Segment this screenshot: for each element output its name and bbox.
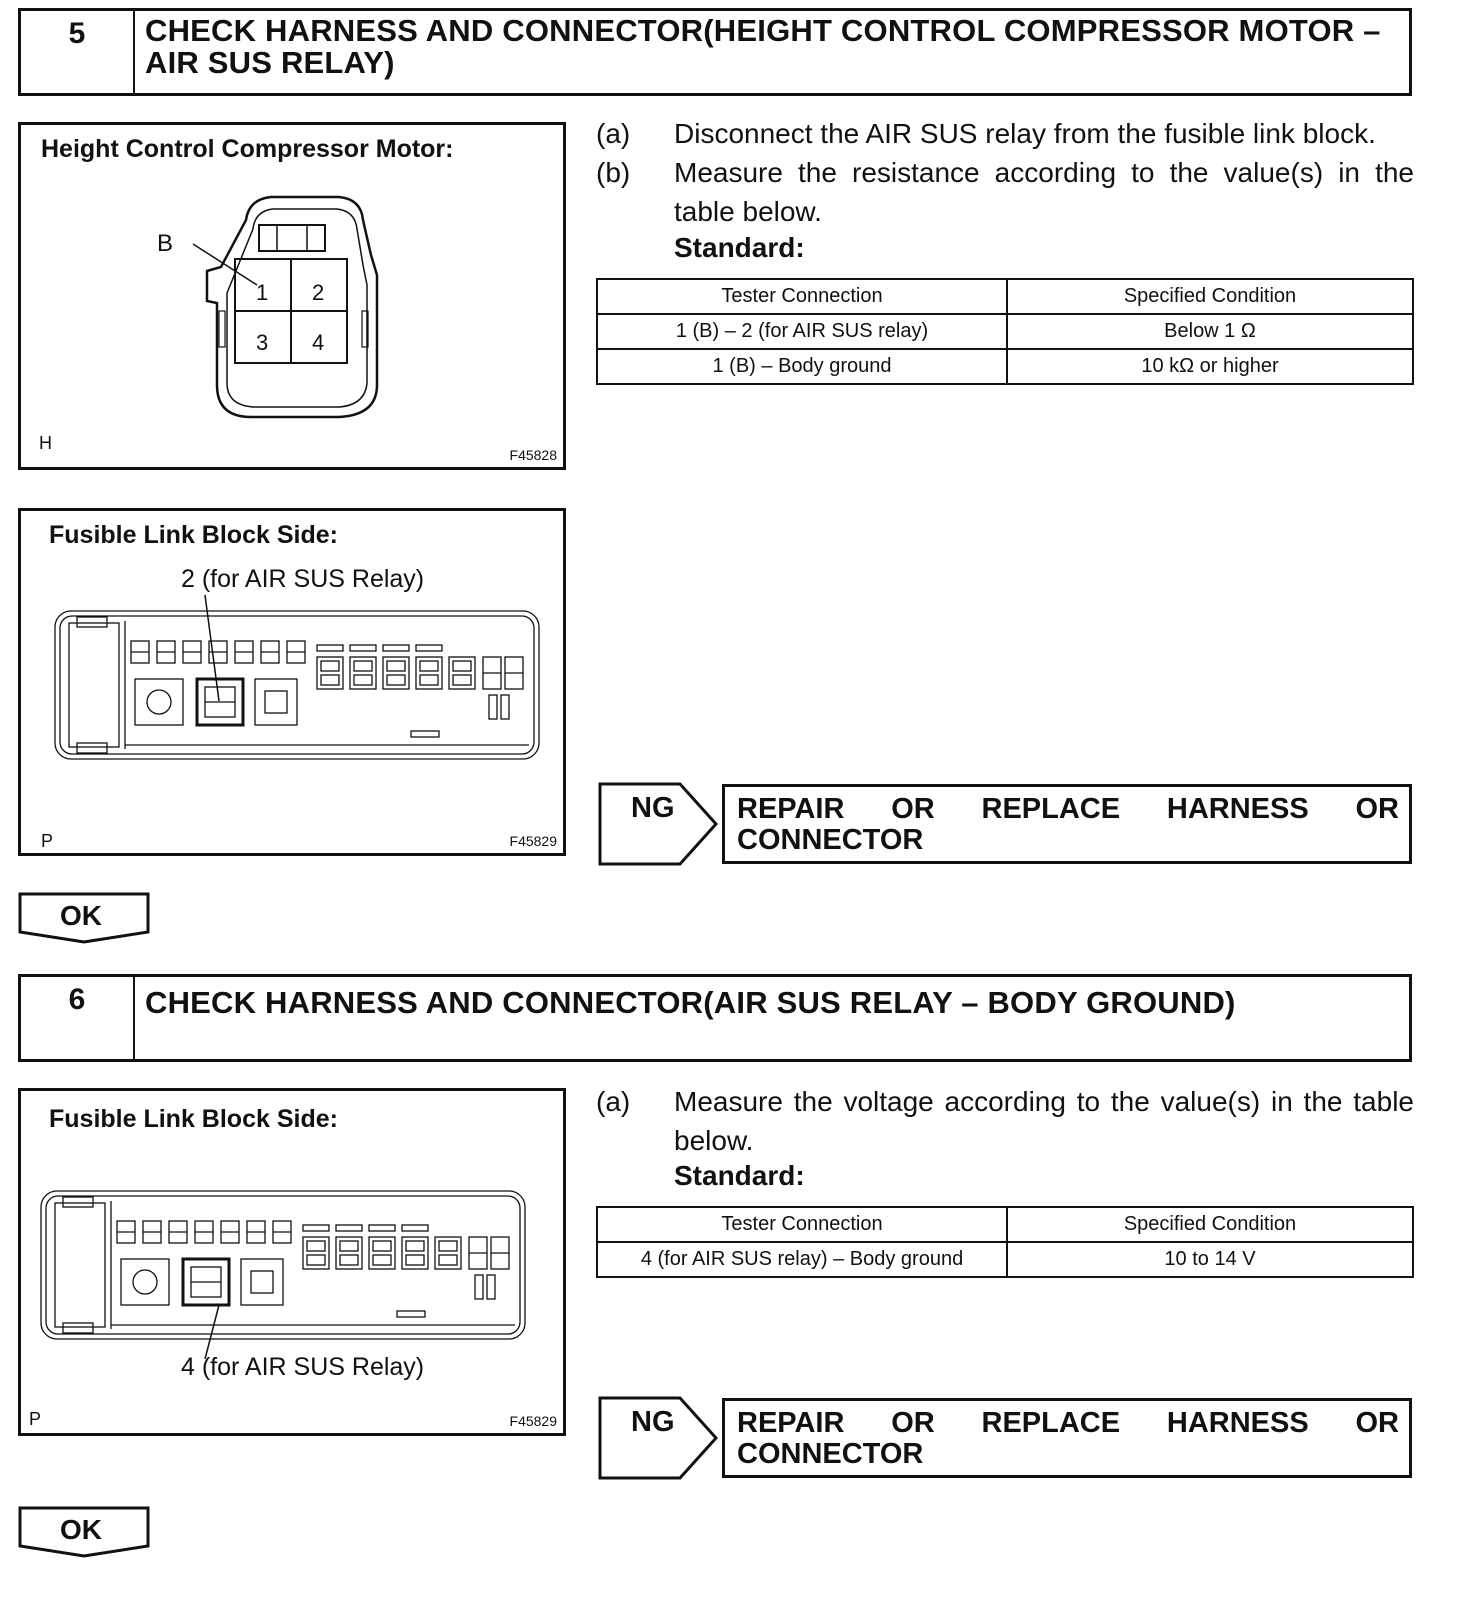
fuse-tab [317,645,343,651]
ng-label: NG [631,1406,675,1438]
spec-table [596,278,1414,385]
pin-4: 4 [312,330,325,355]
maxi-fuse-window [373,1255,391,1265]
terminal-callout: 2 (for AIR SUS Relay) [181,565,425,593]
instruction-a [596,1082,1414,1162]
ng-word: HARNESS [1166,793,1309,825]
table-header: Specified Condition [1007,279,1413,314]
ng-word: OR [1355,1407,1399,1439]
small-fuse [489,695,497,719]
step-title: CHECK HARNESS AND CONNECTOR(HEIGHT CONTROL COMPRESSOR MOTOR – AIR SUS RELAY) [145,13,1381,80]
ng-word: REPLACE [981,793,1121,825]
relay-socket [241,1259,283,1305]
block-connector-latch [63,1323,93,1333]
maxi-fuse-window [354,675,372,685]
table-header: Tester Connection [597,1207,1007,1242]
ng-result-text [737,1408,1399,1470]
block-connector-latch [77,617,107,627]
table-cell: 10 to 14 V [1007,1242,1413,1277]
fusible-link-figure [18,508,566,856]
callout-leader [193,244,257,285]
maxi-fuse-window [439,1241,457,1251]
instruction-marker: (a) [596,1086,631,1117]
step-title: CHECK HARNESS AND CONNECTOR(AIR SUS RELAY – BODY GROUND) [145,985,1236,1020]
figure-code: F45829 [509,833,557,849]
step6-header [18,974,1412,1062]
maxi-fuse-window [340,1241,358,1251]
table-header: Specified Condition [1007,1207,1413,1242]
ng-word: REPAIR [737,1407,845,1439]
ng-result-line2: CONNECTOR [737,824,924,856]
connector-diagram [21,125,563,467]
pin-2: 2 [312,280,325,305]
maxi-fuse-window [321,661,339,671]
table-cell: 10 kΩ or higher [1007,349,1413,384]
block-body [55,611,539,759]
ng-result-line1 [737,1408,1399,1439]
maxi-fuse-window [387,675,405,685]
relay-socket [255,679,297,725]
ok-label: OK [60,1514,102,1545]
maxi-fuse-window [307,1241,325,1251]
instruction-marker: (b) [596,157,631,188]
figure-title: Height Control Compressor Motor: [41,135,454,163]
figure-code: F45828 [509,447,557,463]
fuse-tab [383,645,409,651]
table-header-row [597,1207,1413,1242]
maxi-fuse-window [420,661,438,671]
relay-socket-pin [251,1271,273,1293]
block-connector-slot [55,1203,105,1327]
maxi-fuse-window [354,661,372,671]
lock-tab [259,225,325,251]
table-row [597,314,1413,349]
relay-socket [135,679,183,725]
table-header: Tester Connection [597,279,1007,314]
maxi-fuse-window [321,675,339,685]
fuse-tab [303,1225,329,1231]
relay-socket-pin [133,1270,157,1294]
maxi-fuse-window [439,1255,457,1265]
ng-word: HARNESS [1166,1407,1309,1439]
ng-word: OR [891,793,935,825]
pin-1: 1 [256,280,269,305]
fuse-tab [397,1311,425,1317]
ng-word: OR [891,1407,935,1439]
small-fuse [487,1275,495,1299]
instruction-text: Measure the resistance according to the value(s) in the table below. [674,157,1414,227]
ng-result-line2: CONNECTOR [737,1438,924,1470]
callout-leader [205,1305,219,1359]
instruction-text: Disconnect the AIR SUS relay from the fusible link block. [674,118,1376,149]
maxi-fuse-window [307,1255,325,1265]
fusible-link-block-diagram [21,511,563,853]
table-cell: 1 (B) – 2 (for AIR SUS relay) [597,314,1007,349]
figure-title: Fusible Link Block Side: [49,1105,338,1133]
figure-title: Fusible Link Block Side: [49,521,338,549]
standard-label: Standard: [674,1160,805,1191]
fuse-tab [416,645,442,651]
callout-b: B [157,230,174,257]
fusible-link-figure [18,1088,566,1436]
table-cell: 1 (B) – Body ground [597,349,1007,384]
relay-socket [121,1259,169,1305]
table-header-row [597,279,1413,314]
maxi-fuse-window [420,675,438,685]
instruction-b [596,153,1414,233]
figure-corner-letter: P [41,831,54,851]
step-number: 6 [21,977,135,1059]
fuse-tab [402,1225,428,1231]
figure-code: F45829 [509,1413,557,1429]
table-row [597,1242,1413,1277]
block-connector-latch [77,743,107,753]
spec-table [596,1206,1414,1278]
maxi-fuse-window [340,1255,358,1265]
step5-header [18,8,1412,96]
fuse-tab [369,1225,395,1231]
ng-word: REPLACE [981,1407,1121,1439]
figure-corner-letter: H [39,433,52,453]
block-connector-slot [69,623,119,747]
maxi-fuse-window [387,661,405,671]
pin-3: 3 [256,330,269,355]
terminal-callout: 4 (for AIR SUS Relay) [181,1353,425,1381]
instruction-text: Measure the voltage according to the value(s) in the table below. [674,1086,1414,1156]
maxi-fuse-window [453,661,471,671]
ng-result-line1 [737,794,1399,825]
maxi-fuse-window [406,1255,424,1265]
maxi-fuse-window [406,1241,424,1251]
ng-word: REPAIR [737,793,845,825]
small-fuse [475,1275,483,1299]
fuse-tab [336,1225,362,1231]
maxi-fuse-window [373,1241,391,1251]
figure-corner-letter: P [29,1409,42,1429]
ng-result-box [722,784,1412,864]
block-body [41,1191,525,1339]
fuse-tab [350,645,376,651]
table-cell: Below 1 Ω [1007,314,1413,349]
table-row [597,349,1413,384]
standard-label: Standard: [674,232,805,263]
ok-label: OK [60,900,102,931]
connector-figure [18,122,566,470]
maxi-fuse-window [453,675,471,685]
instruction-a [596,114,1414,154]
relay-socket-pin [265,691,287,713]
ng-word: OR [1355,793,1399,825]
fuse-tab [411,731,439,737]
block-connector-latch [63,1197,93,1207]
instruction-marker: (a) [596,118,631,149]
ng-result-text [737,794,1399,856]
relay-socket-pin [147,690,171,714]
small-fuse [501,695,509,719]
ng-result-box [722,1398,1412,1478]
ng-label: NG [631,792,675,824]
table-cell: 4 (for AIR SUS relay) – Body ground [597,1242,1007,1277]
step-number: 5 [21,11,135,93]
